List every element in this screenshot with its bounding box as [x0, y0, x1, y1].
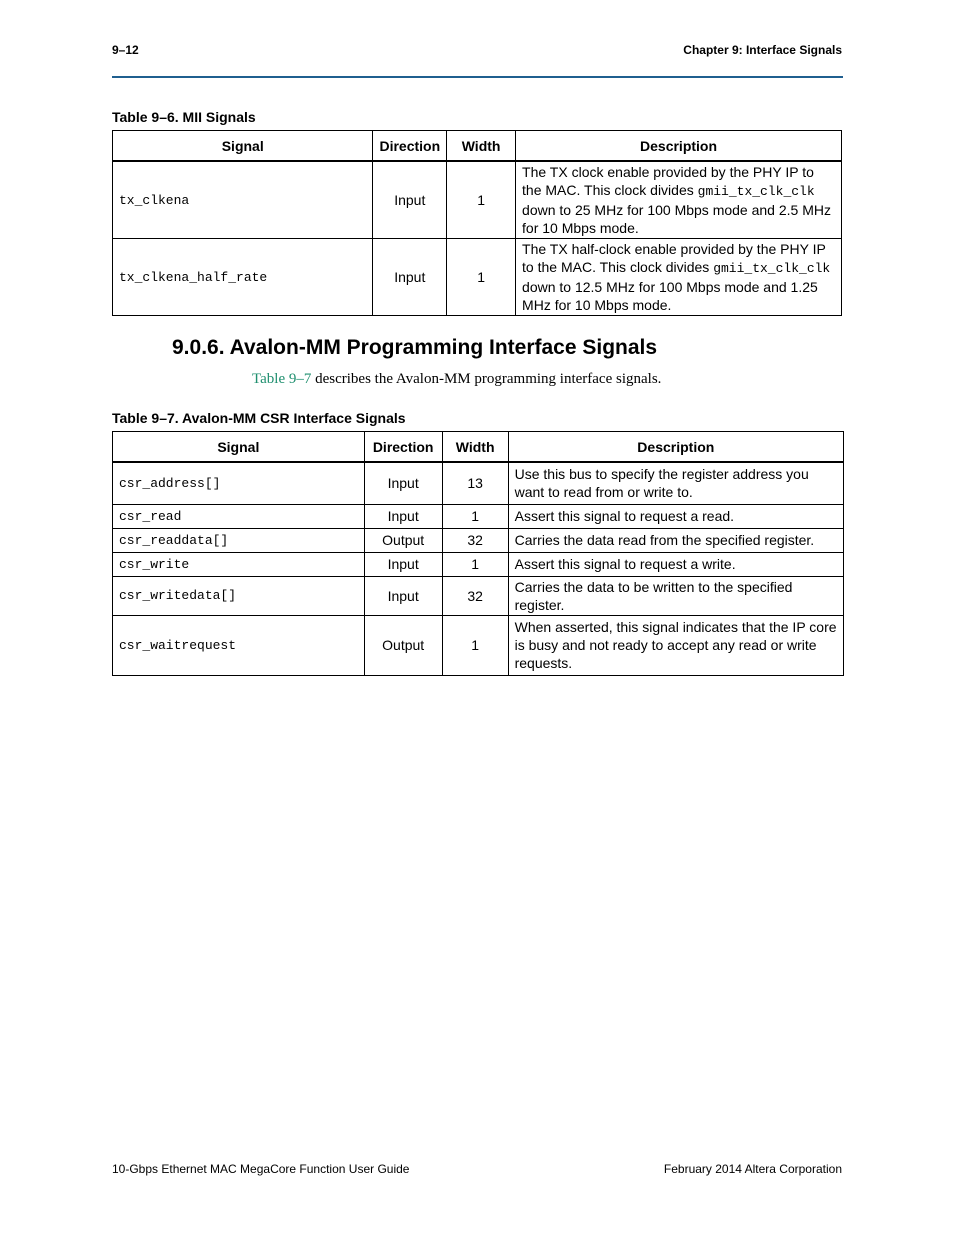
- table-row: [113, 239, 842, 316]
- signal-name: tx_clkena: [113, 161, 373, 239]
- table-row: [113, 504, 844, 528]
- table-row: [113, 161, 842, 239]
- table-row: [113, 576, 844, 615]
- column-header: Description: [516, 131, 842, 162]
- signal-name: csr_writedata[]: [113, 576, 365, 615]
- section-title: 9.0.6. Avalon-MM Programming Interface Signals: [172, 336, 658, 359]
- mii-signals-table: [112, 130, 842, 316]
- table-row: [113, 615, 844, 675]
- signal-width: 1: [442, 504, 508, 528]
- signal-name: csr_read: [113, 504, 365, 528]
- desc-code: gmii_tx_clk_clk: [713, 261, 831, 276]
- signal-width: 1: [442, 552, 508, 576]
- signal-direction: Output: [364, 615, 442, 675]
- table6-caption: Table 9–6. MII Signals: [112, 109, 256, 125]
- signal-direction: Input: [373, 239, 447, 316]
- signal-description: [516, 239, 842, 316]
- section-body: [252, 371, 661, 388]
- signal-direction: Input: [364, 552, 442, 576]
- section-body-text: describes the Avalon-MM programming interface signals.: [311, 371, 662, 387]
- signal-direction: Output: [364, 528, 442, 552]
- column-header: Signal: [113, 432, 365, 463]
- column-header: Direction: [373, 131, 447, 162]
- signal-width: 1: [442, 615, 508, 675]
- signal-description: Assert this signal to request a write.: [508, 552, 843, 576]
- signal-width: 1: [447, 239, 516, 316]
- signal-name: csr_readdata[]: [113, 528, 365, 552]
- signal-width: 32: [442, 576, 508, 615]
- table-row: [113, 552, 844, 576]
- signal-description: [516, 161, 842, 239]
- signal-name: csr_write: [113, 552, 365, 576]
- column-header: Width: [442, 432, 508, 463]
- signal-name: csr_waitrequest: [113, 615, 365, 675]
- signal-description: Use this bus to specify the register address you want to read from or write to.: [508, 462, 843, 504]
- signal-description: Assert this signal to request a read.: [508, 504, 843, 528]
- column-header: Description: [508, 432, 843, 463]
- signal-description: When asserted, this signal indicates that the IP core is busy and not ready to accept any read or write requests.: [508, 615, 843, 675]
- table-row: [113, 462, 844, 504]
- signal-direction: Input: [373, 161, 447, 239]
- signal-direction: Input: [364, 576, 442, 615]
- signal-direction: Input: [364, 462, 442, 504]
- column-header: Signal: [113, 131, 373, 162]
- desc-text: The TX clock enable provided by the PHY IP to the MAC. This clock divides: [522, 164, 814, 198]
- table-header-row: [113, 432, 844, 463]
- footer-date-company: February 2014 Altera Corporation: [663, 1162, 842, 1176]
- signal-width: 13: [442, 462, 508, 504]
- column-header: Width: [447, 131, 516, 162]
- desc-text: down to 25 MHz for 100 Mbps mode and 2.5 MHz for 10 Mbps mode.: [522, 202, 831, 236]
- signal-name: csr_address[]: [113, 462, 365, 504]
- desc-text: The TX half-clock enable provided by the PHY IP to the MAC. This clock divides: [522, 241, 826, 275]
- csr-signals-table: [112, 431, 844, 676]
- header-rule: [112, 76, 843, 78]
- desc-text: down to 12.5 MHz for 100 Mbps mode and 1.25 MHz for 10 Mbps mode.: [522, 279, 818, 313]
- signal-description: Carries the data read from the specified register.: [508, 528, 843, 552]
- table-row: [113, 528, 844, 552]
- page-number: 9–12: [112, 43, 139, 57]
- signal-width: 1: [447, 161, 516, 239]
- signal-width: 32: [442, 528, 508, 552]
- signal-direction: Input: [364, 504, 442, 528]
- desc-code: gmii_tx_clk_clk: [697, 184, 815, 199]
- table7-caption: Table 9–7. Avalon-MM CSR Interface Signals: [112, 410, 406, 426]
- chapter-title: Chapter 9: Interface Signals: [683, 43, 842, 57]
- table-header-row: [113, 131, 842, 162]
- signal-name: tx_clkena_half_rate: [113, 239, 373, 316]
- table-link[interactable]: Table 9–7: [252, 371, 312, 387]
- footer-guide-title: 10-Gbps Ethernet MAC MegaCore Function User Guide: [112, 1162, 410, 1176]
- signal-description: Carries the data to be written to the specified register.: [508, 576, 843, 615]
- column-header: Direction: [364, 432, 442, 463]
